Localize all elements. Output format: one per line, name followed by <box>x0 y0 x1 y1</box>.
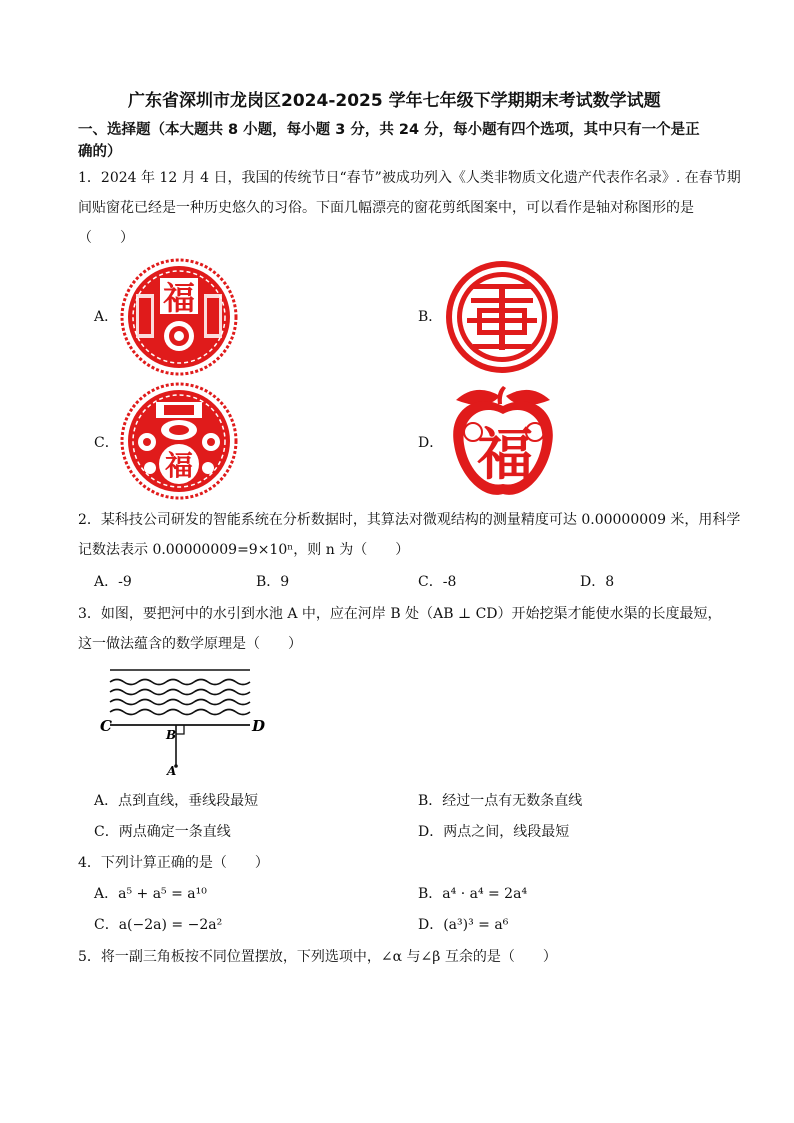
q2-option-a: A．-9 <box>94 574 132 590</box>
q3-option-d: D．两点之间，线段最短 <box>418 824 570 840</box>
q1-option-b-label: B． <box>418 309 443 325</box>
label-b: B <box>166 728 177 742</box>
q4-option-c: C．a(−2a) = −2a² <box>94 917 223 933</box>
glyph-fu: 福 <box>162 279 196 317</box>
page-title: 广东省深圳市龙岗区2024-2025 学年七年级下学期期末考试数学试题 <box>128 91 661 111</box>
river-diagram <box>96 662 276 780</box>
glyph-fu-d: 福 <box>477 423 533 488</box>
q3-option-c: C．两点确定一条直线 <box>94 824 231 840</box>
q2-option-c: C．-8 <box>418 574 457 590</box>
q5-stem: 5．将一副三角板按不同位置摆放，下列选项中，∠α 与∠β 互余的是（ ） <box>78 949 557 965</box>
q4-option-a: A．a⁵ + a⁵ = a¹⁰ <box>94 886 207 902</box>
paper-cut-apple-fu-icon <box>446 382 560 502</box>
section-header-line2: 确的） <box>78 144 122 160</box>
right-angle-mark <box>176 725 184 734</box>
q1-option-d-label: D． <box>418 435 444 451</box>
q4-stem: 4．下列计算正确的是（ ） <box>78 855 269 871</box>
paper-cut-fu-peony-icon <box>120 258 238 376</box>
q1-line1: 1．2024 年 12 月 4 日，我国的传统节日“春节”被成功列入《人类非物质文化遗产代表作名录》. 在春节期 <box>78 170 741 186</box>
q2-line1: 2．某科技公司研发的智能系统在分析数据时，其算法对微观结构的测量精度可达 0.00000009 米，用科学 <box>78 512 741 528</box>
q1-option-c-label: C． <box>94 435 119 451</box>
q4-option-d: D．(a³)³ = a⁶ <box>418 917 509 933</box>
q1-option-a-label: A． <box>94 309 119 325</box>
paper-cut-fu-flowers-icon <box>120 382 238 500</box>
q3-option-a: A．点到直线，垂线段最短 <box>94 793 259 809</box>
label-d: D <box>252 717 266 735</box>
label-a: A <box>167 764 177 778</box>
q1-line2: 间贴窗花已经是一种历史悠久的习俗。下面几幅漂亮的窗花剪纸图案中，可以看作是轴对称图形的是 <box>78 200 694 216</box>
river-waves <box>110 670 250 715</box>
glyph-fu-c: 福 <box>164 449 194 482</box>
q2-option-d: D．8 <box>580 574 615 590</box>
q2-option-b: B．9 <box>256 574 290 590</box>
q1-line3: （ ） <box>78 230 134 246</box>
paper-cut-double-happiness-icon <box>443 258 561 376</box>
q3-option-b: B．经过一点有无数条直线 <box>418 793 583 809</box>
q2-line2: 记数法表示 0.00000009=9×10ⁿ，则 n 为（ ） <box>78 542 410 558</box>
label-c: C <box>100 717 112 735</box>
q3-line1: 3．如图，要把河中的水引到水池 A 中，应在河岸 B 处（AB ⊥ CD）开始挖渠才能使水渠的长度最短， <box>78 606 722 622</box>
q3-line2: 这一做法蕴含的数学原理是（ ） <box>78 636 302 652</box>
q4-option-b: B．a⁴ · a⁴ = 2a⁴ <box>418 886 528 902</box>
section-header-line1: 一、选择题（本大题共 8 小题，每小题 3 分，共 24 分，每小题有四个选项，其中只有一个是正 <box>78 122 700 138</box>
